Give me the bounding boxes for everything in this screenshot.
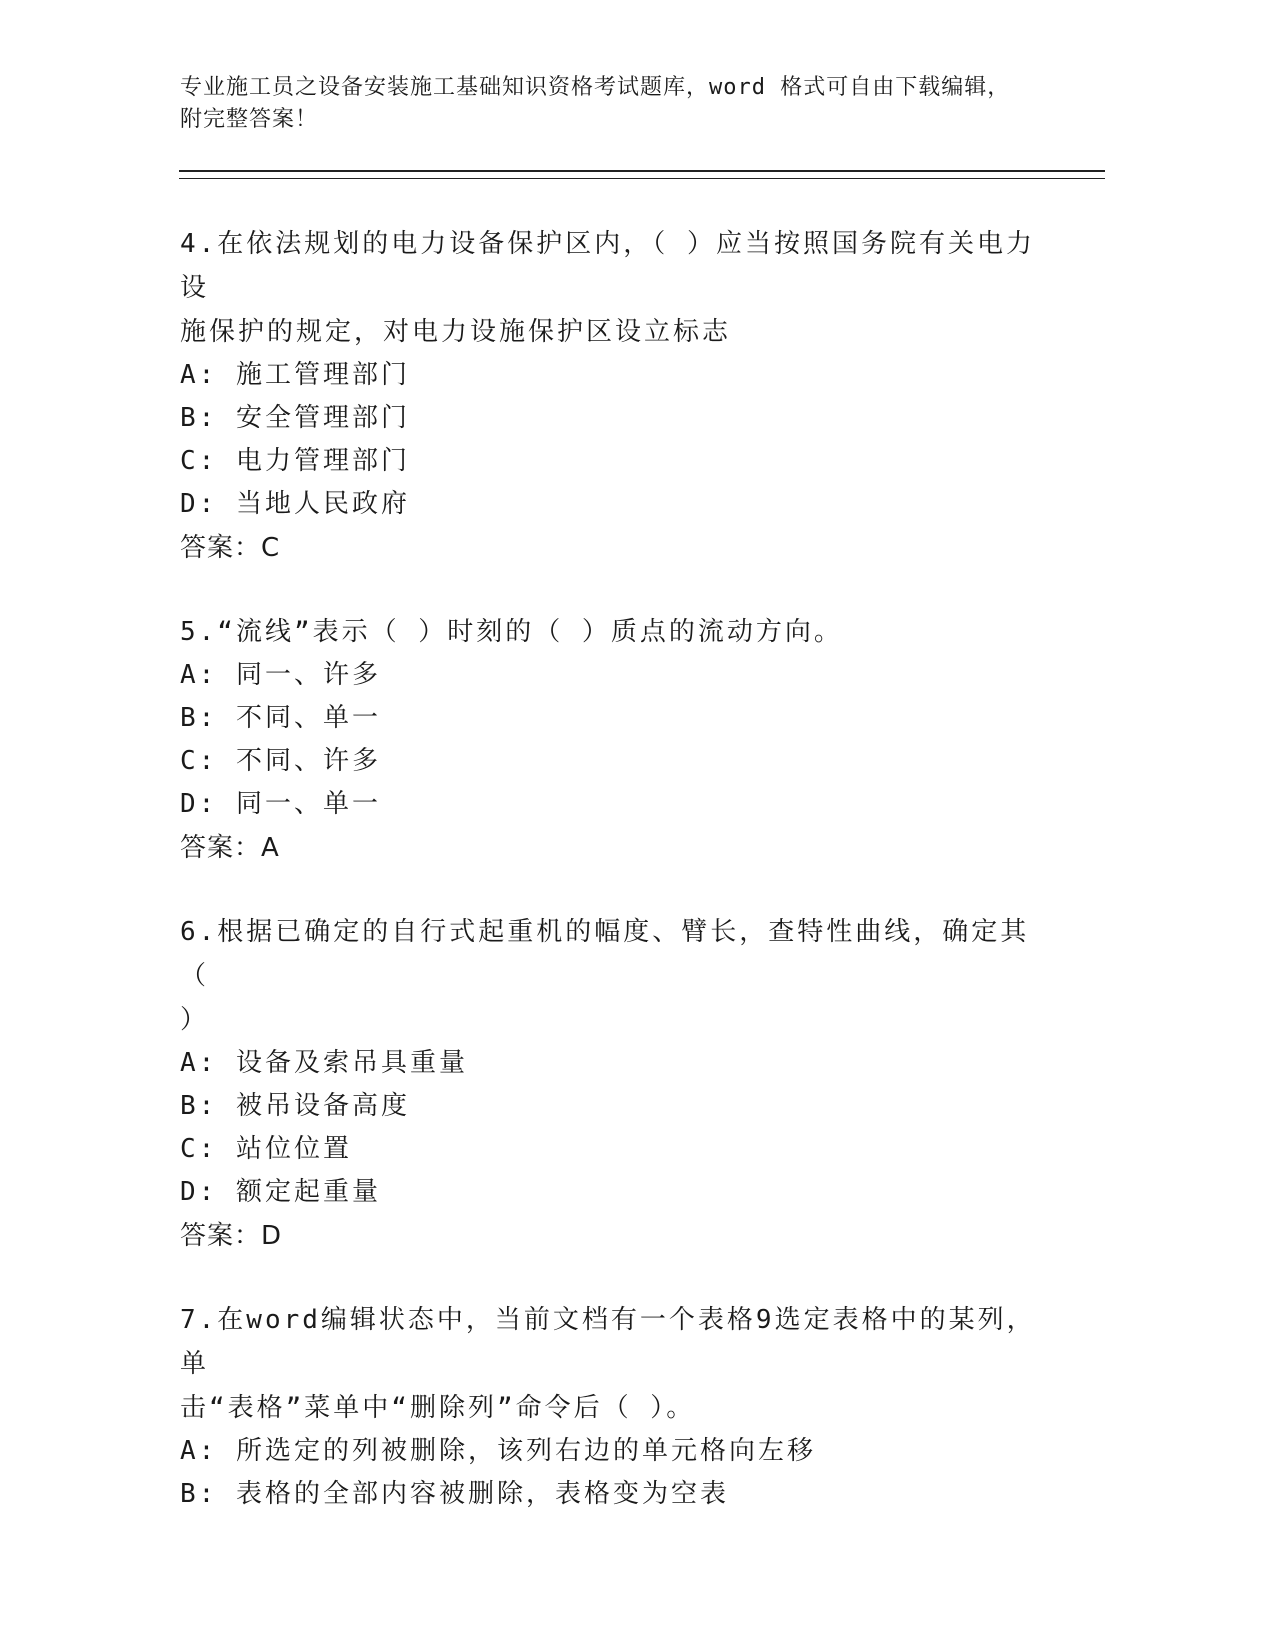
document-header bbox=[180, 72, 1060, 136]
question-7 bbox=[180, 1298, 1040, 1516]
option-b: B: 不同、单一 bbox=[180, 703, 381, 733]
option-b: B: 被吊设备高度 bbox=[180, 1091, 410, 1121]
question-text: 施保护的规定，对电力设施保护区设立标志 bbox=[180, 317, 732, 347]
question-6 bbox=[180, 910, 1040, 1258]
question-text: ） bbox=[180, 1005, 210, 1035]
question-text: 6.根据已确定的自行式起重机的幅度、臂长，查特性曲线，确定其（ bbox=[180, 917, 1030, 991]
answer: 答案：A bbox=[180, 833, 280, 863]
question-list bbox=[180, 222, 1040, 1556]
option-c: C: 站位位置 bbox=[180, 1134, 352, 1164]
option-b: B: 安全管理部门 bbox=[180, 403, 410, 433]
option-a: A: 同一、许多 bbox=[180, 660, 381, 690]
question-text: 4.在依法规划的电力设备保护区内，（ ）应当按照国务院有关电力设 bbox=[180, 229, 1035, 303]
answer: 答案：C bbox=[180, 533, 281, 563]
question-5 bbox=[180, 610, 1040, 870]
question-text: 5.“流线”表示（ ）时刻的（ ）质点的流动方向。 bbox=[180, 617, 843, 647]
option-a: A: 设备及索吊具重量 bbox=[180, 1048, 468, 1078]
question-4 bbox=[180, 222, 1040, 570]
option-b: B: 表格的全部内容被删除，表格变为空表 bbox=[180, 1479, 729, 1509]
question-text: 击“表格”菜单中“删除列”命令后（ ）。 bbox=[180, 1393, 696, 1423]
answer: 答案：D bbox=[180, 1221, 283, 1251]
option-a: A: 施工管理部门 bbox=[180, 360, 410, 390]
header-line-2: 附完整答案！ bbox=[180, 107, 319, 132]
option-c: C: 不同、许多 bbox=[180, 746, 381, 776]
option-d: D: 额定起重量 bbox=[180, 1177, 381, 1207]
header-line-1: 专业施工员之设备安装施工基础知识资格考试题库，word 格式可自由下载编辑， bbox=[180, 75, 1011, 100]
header-divider bbox=[179, 170, 1105, 179]
option-d: D: 当地人民政府 bbox=[180, 489, 410, 519]
option-a: A: 所选定的列被删除，该列右边的单元格向左移 bbox=[180, 1436, 816, 1466]
question-text: 7.在word编辑状态中，当前文档有一个表格9选定表格中的某列，单 bbox=[180, 1305, 1036, 1379]
option-c: C: 电力管理部门 bbox=[180, 446, 410, 476]
option-d: D: 同一、单一 bbox=[180, 789, 381, 819]
